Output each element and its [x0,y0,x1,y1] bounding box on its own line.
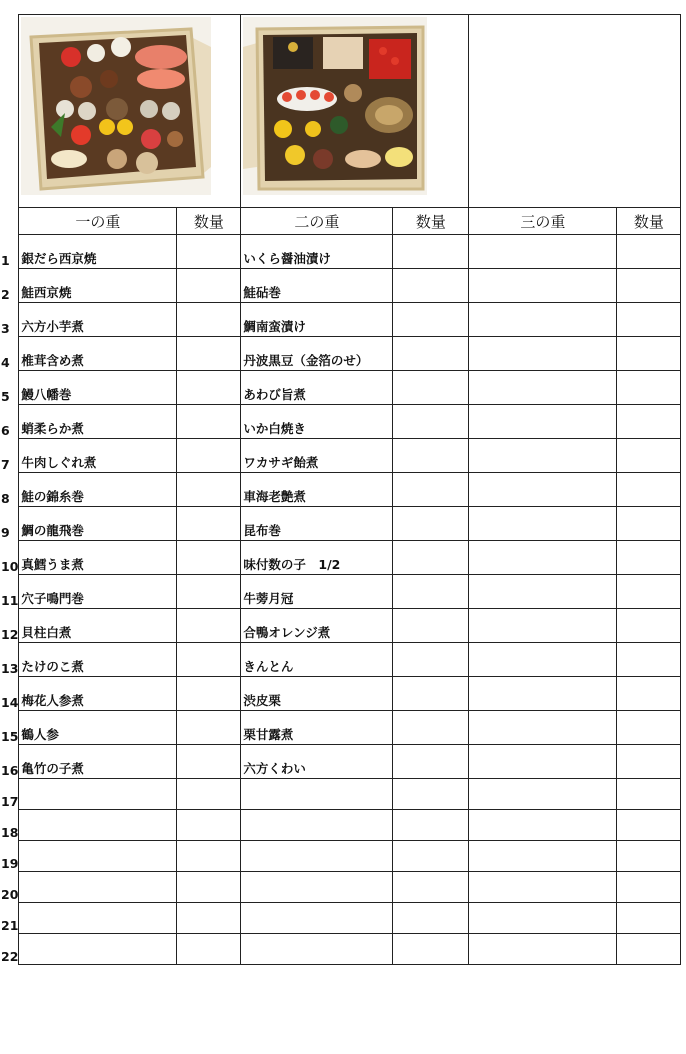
tier1-qty-cell[interactable] [177,405,241,439]
tier1-qty-cell[interactable] [177,371,241,405]
row-number: 1 [0,235,19,269]
tier1-dish: 亀竹の子煮 [19,745,177,779]
tier3-qty-cell[interactable] [617,235,681,269]
tier2-dish: 昆布巻 [241,507,393,541]
tier2-qty-cell[interactable] [393,507,469,541]
tier1-qty-cell[interactable] [177,779,241,810]
tier1-qty-cell[interactable] [177,934,241,965]
tier3-dish [469,269,617,303]
row-number: 3 [0,303,19,337]
osechi-tier1-photo [21,17,211,195]
row-number: 2 [0,269,19,303]
tier3-dish [469,934,617,965]
tier3-qty-cell[interactable] [617,609,681,643]
tier2-qty-cell[interactable] [393,303,469,337]
header-tier3: 三の重 [469,208,617,235]
header-number-blank [0,208,19,235]
tier2-dish: 栗甘露煮 [241,711,393,745]
tier2-qty-cell[interactable] [393,779,469,810]
row-number: 11 [0,575,19,609]
photo-row [0,15,681,208]
table-row [0,235,681,269]
row-number: 12 [0,609,19,643]
tier3-dish [469,507,617,541]
header-tier2: 二の重 [241,208,393,235]
tier1-dish: 牛肉しぐれ煮 [19,439,177,473]
tier1-qty-cell[interactable] [177,810,241,841]
tier2-dish: 鮭砧巻 [241,269,393,303]
row-number: 5 [0,371,19,405]
tier2-qty-cell[interactable] [393,609,469,643]
header-row [0,208,681,235]
tier1-dish: 穴子鳴門巻 [19,575,177,609]
tier1-dish: 鯛の龍飛巻 [19,507,177,541]
row-number: 21 [0,903,19,934]
row-number: 6 [0,405,19,439]
tier1-dish [19,810,177,841]
tier3-dish [469,609,617,643]
tier2-qty-cell[interactable] [393,541,469,575]
tier3-qty-cell[interactable] [617,575,681,609]
tier3-dish [469,473,617,507]
tier2-dish [241,903,393,934]
tier1-dish: 鮭西京焼 [19,269,177,303]
tier2-qty-cell[interactable] [393,337,469,371]
tier1-qty-cell[interactable] [177,609,241,643]
tier3-dish [469,779,617,810]
tier2-dish: 合鴨オレンジ煮 [241,609,393,643]
tier1-dish: 真鱈うま煮 [19,541,177,575]
header-tier3-qty: 数量 [617,208,681,235]
tier1-dish: たけのこ煮 [19,643,177,677]
tier2-dish: 車海老艶煮 [241,473,393,507]
header-tier1-qty: 数量 [177,208,241,235]
tier2-qty-cell[interactable] [393,439,469,473]
tier3-dish [469,872,617,903]
tier3-dish [469,405,617,439]
tier1-qty-cell[interactable] [177,235,241,269]
tier3-dish [469,371,617,405]
table-row [0,841,681,872]
tier2-dish: ワカサギ飴煮 [241,439,393,473]
tier2-qty-cell[interactable] [393,677,469,711]
tier3-dish [469,575,617,609]
header-tier1: 一の重 [19,208,177,235]
tier2-qty-cell[interactable] [393,745,469,779]
tier1-qty-cell[interactable] [177,473,241,507]
tier1-qty-cell[interactable] [177,303,241,337]
tier1-dish: 梅花人参煮 [19,677,177,711]
table-row [0,872,681,903]
tier2-dish [241,841,393,872]
tier2-dish [241,810,393,841]
tier2-dish [241,779,393,810]
table-row [0,609,681,643]
row-number: 14 [0,677,19,711]
table-row [0,903,681,934]
table-row [0,371,681,405]
tier3-dish [469,643,617,677]
tier1-dish [19,779,177,810]
tier1-qty-cell[interactable] [177,841,241,872]
tier3-qty-cell[interactable] [617,745,681,779]
tier3-photo-cell [469,15,681,208]
row-number-blank [0,15,19,208]
tier2-qty-cell[interactable] [393,643,469,677]
tier2-dish: 六方くわい [241,745,393,779]
tier3-dish [469,711,617,745]
row-number: 8 [0,473,19,507]
tier3-dish [469,745,617,779]
tier2-qty-cell[interactable] [393,711,469,745]
osechi-tier2-photo [243,17,427,195]
tier3-qty-cell[interactable] [617,779,681,810]
table-row [0,507,681,541]
table-row [0,779,681,810]
table-row [0,337,681,371]
tier2-qty-cell[interactable] [393,405,469,439]
tier3-qty-cell[interactable] [617,303,681,337]
tier3-qty-cell[interactable] [617,643,681,677]
row-number: 16 [0,745,19,779]
tier2-dish: いくら醤油漬け [241,235,393,269]
table-row [0,473,681,507]
tier3-qty-cell[interactable] [617,541,681,575]
tier2-qty-cell[interactable] [393,371,469,405]
tier1-qty-cell[interactable] [177,643,241,677]
tier3-qty-cell[interactable] [617,337,681,371]
tier1-qty-cell[interactable] [177,575,241,609]
tier3-dish [469,303,617,337]
table-row [0,541,681,575]
header-tier2-qty: 数量 [393,208,469,235]
tier3-qty-cell[interactable] [617,903,681,934]
row-number: 13 [0,643,19,677]
tier3-dish [469,541,617,575]
table-row [0,711,681,745]
tier2-dish: 丹波黒豆（金箔のせ） [241,337,393,371]
tier2-dish [241,872,393,903]
tier1-qty-cell[interactable] [177,903,241,934]
tier2-dish: 鯛南蛮漬け [241,303,393,337]
tier3-qty-cell[interactable] [617,473,681,507]
tier2-qty-cell[interactable] [393,934,469,965]
tier1-dish: 鰻八幡巻 [19,371,177,405]
tier1-qty-cell[interactable] [177,745,241,779]
row-number: 10 [0,541,19,575]
tier3-qty-cell[interactable] [617,507,681,541]
tier2-qty-cell[interactable] [393,269,469,303]
tier1-dish: 鮭の錦糸巻 [19,473,177,507]
tier1-dish [19,903,177,934]
table-row [0,439,681,473]
tier3-dish [469,439,617,473]
tier3-qty-cell[interactable] [617,934,681,965]
tier1-qty-cell[interactable] [177,439,241,473]
tier3-qty-cell[interactable] [617,810,681,841]
table-row [0,810,681,841]
tier3-dish [469,903,617,934]
tier2-dish: いか白焼き [241,405,393,439]
tier2-photo-cell [241,15,469,208]
tier2-qty-cell[interactable] [393,810,469,841]
tier2-qty-cell[interactable] [393,575,469,609]
tier1-qty-cell[interactable] [177,677,241,711]
tier2-qty-cell[interactable] [393,841,469,872]
tier3-qty-cell[interactable] [617,841,681,872]
row-number: 4 [0,337,19,371]
row-number: 9 [0,507,19,541]
tier1-dish: 椎茸含め煮 [19,337,177,371]
table-row [0,575,681,609]
tier3-dish [469,235,617,269]
tier1-dish: 鶴人参 [19,711,177,745]
tier1-dish: 蛸柔らか煮 [19,405,177,439]
row-number: 20 [0,872,19,903]
tier2-dish: きんとん [241,643,393,677]
table-row [0,303,681,337]
tier1-qty-cell[interactable] [177,541,241,575]
tier3-qty-cell[interactable] [617,439,681,473]
tier3-dish [469,677,617,711]
tier1-dish [19,841,177,872]
tier2-qty-cell[interactable] [393,473,469,507]
tier1-qty-cell[interactable] [177,269,241,303]
tier2-dish: 味付数の子 1/2 [241,541,393,575]
tier3-qty-cell[interactable] [617,269,681,303]
tier2-dish: 牛蒡月冠 [241,575,393,609]
tier1-photo-cell [19,15,241,208]
tier1-dish: 六方小芋煮 [19,303,177,337]
tier3-dish [469,841,617,872]
table-row [0,677,681,711]
tier1-qty-cell[interactable] [177,507,241,541]
tier3-qty-cell[interactable] [617,711,681,745]
tier2-dish: 渋皮栗 [241,677,393,711]
table-row [0,745,681,779]
tier1-qty-cell[interactable] [177,337,241,371]
row-number: 15 [0,711,19,745]
tier2-qty-cell[interactable] [393,903,469,934]
table-row [0,405,681,439]
row-number: 17 [0,779,19,810]
tier2-qty-cell[interactable] [393,235,469,269]
tier3-qty-cell[interactable] [617,371,681,405]
table-row [0,643,681,677]
row-number: 7 [0,439,19,473]
tier1-dish: 貝柱白煮 [19,609,177,643]
tier1-qty-cell[interactable] [177,872,241,903]
row-number: 22 [0,934,19,965]
osechi-order-table [0,14,681,965]
tier3-qty-cell[interactable] [617,872,681,903]
tier1-dish: 銀だら西京焼 [19,235,177,269]
tier3-dish [469,337,617,371]
tier1-qty-cell[interactable] [177,711,241,745]
tier3-qty-cell[interactable] [617,405,681,439]
table-row [0,269,681,303]
tier1-dish [19,934,177,965]
tier2-dish: あわび旨煮 [241,371,393,405]
tier1-dish [19,872,177,903]
tier2-dish [241,934,393,965]
tier3-qty-cell[interactable] [617,677,681,711]
row-number: 18 [0,810,19,841]
tier3-dish [469,810,617,841]
row-number: 19 [0,841,19,872]
tier2-qty-cell[interactable] [393,872,469,903]
table-row [0,934,681,965]
